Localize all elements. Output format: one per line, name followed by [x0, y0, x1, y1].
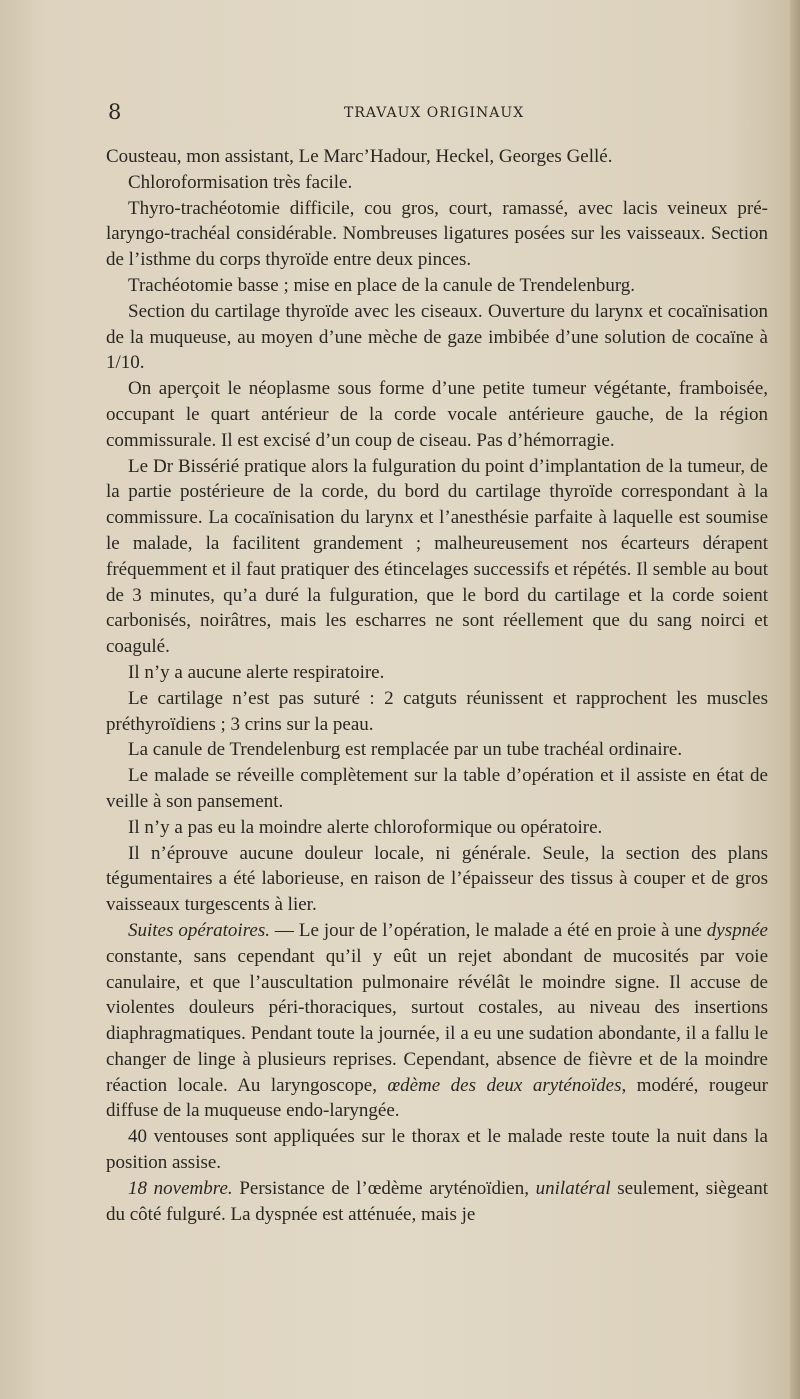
paragraph: Il n’y a pas eu la moindre alerte chloroformique ou opératoire.: [128, 816, 603, 838]
emphasis: œdème des deux aryténoïdes: [387, 1074, 622, 1096]
emphasis: unilatéral: [535, 1177, 611, 1199]
paragraph: Cousteau, mon assistant, Le Marc’Hadour, Heckel, Georges Gellé.: [106, 146, 613, 167]
paragraph: Il n’éprouve aucune douleur locale, ni générale. Seule, la section des plans tégumentaires a été laborieuse, en raison de l’épaisseur des tissus à couper et de gros vaisseaux turgescents à lier.: [106, 842, 768, 916]
paragraph: Le malade se réveille complètement sur la table d’opération et il assiste en état de veille à son pansement.: [106, 765, 768, 812]
running-title: TRAVAUX ORIGINAUX: [344, 105, 525, 121]
paragraph: Le cartilage n’est pas suturé : 2 catguts réunissent et rapprochent les muscles préthyroïdiens ; 3 crins sur la peau.: [106, 687, 768, 735]
paragraph: 40 ventouses sont appliquées sur le thorax et le malade reste toute la nuit dans la position assise.: [106, 1126, 768, 1174]
running-head: [108, 100, 768, 124]
section-lead: Suites opératoires.: [128, 919, 270, 941]
paragraph: Chloroformisation très facile.: [128, 171, 353, 193]
paragraph: Le Dr Bissérié pratique alors la fulguration du point d’implantation de la tumeur, de la partie postérieure de la corde, du bord du cartilage thyroïde correspondant à la commissure. La cocaïnisation du larynx et l’anesthésie parfaite à laquelle est soumise le malade, la facilitent grandement ; malheureusement nos écarteurs dérapent fréquemment et il faut pratiquer des étincelages successifs et répétés. Il semble au bout de 3 minutes, qu’a duré la fulguration, que le bord du cartilage et la corde soient carbonisés, noirâtres, mais les escharres ne sont réellement que du sang noirci et coagulé.: [106, 455, 768, 658]
paragraph: Section du cartilage thyroïde avec les ciseaux. Ouverture du larynx et cocaïnisation de la muqueuse, au moyen d’une mèche de gaze imbibée d’une solution de cocaïne à 1/10.: [106, 300, 768, 374]
paragraph-18-novembre: 18 novembre. Persistance de l’œdème aryténoïdien, unilatéral seulement, siègeant du côté fulguré. La dyspnée est atténuée, mais je: [106, 1177, 769, 1225]
paragraph: La canule de Trendelenburg est remplacée par un tube trachéal ordinaire.: [128, 739, 683, 761]
date-lead: 18 novembre.: [128, 1177, 233, 1199]
paragraph: Thyro-trachéotomie difficile, cou gros, court, ramassé, avec lacis veineux pré-laryngo-trachéal considérable. Nombreuses ligatures posées sur les vaisseaux. Section de l’isthme du corps thyroïde entre deux pinces.: [106, 197, 768, 271]
paragraph: Il n’y a aucune alerte respiratoire.: [128, 661, 385, 683]
emphasis: dyspnée: [706, 919, 768, 941]
paragraph: Trachéotomie basse ; mise en place de la canule de Trendelenburg.: [128, 274, 636, 296]
page-edge: [790, 0, 800, 1399]
paragraph: On aperçoit le néoplasme sous forme d’une petite tumeur végétante, framboisée, occupant le quart antérieur de la corde vocale antérieure gauche, de la région commissurale. Il est excisé d’un coup de ciseau. Pas d’hémorragie.: [106, 378, 768, 451]
body-text: [106, 144, 768, 1227]
paragraph-suites-operatoires: Suites opératoires. — Le jour de l’opération, le malade a été en proie à une dyspnée constante, sans cependant qu’il y eût un rejet abondant de mucosités par voie canulaire, et que l’auscultation pulmonaire révélât le moindre signe. Il accuse de violentes douleurs péri-thoraciques, surtout costales, au niveau des insertions diaphragmatiques. Pendant toute la journée, il a eu une sudation abondante, il a fallu le changer de linge à plusieurs reprises. Cependant, absence de fièvre et de la moindre réaction locale. Au laryngoscope, œdème des deux aryténoïdes, modéré, rougeur diffuse de la muqueuse endo-laryngée.: [106, 919, 769, 1122]
page-number: 8: [108, 100, 122, 124]
